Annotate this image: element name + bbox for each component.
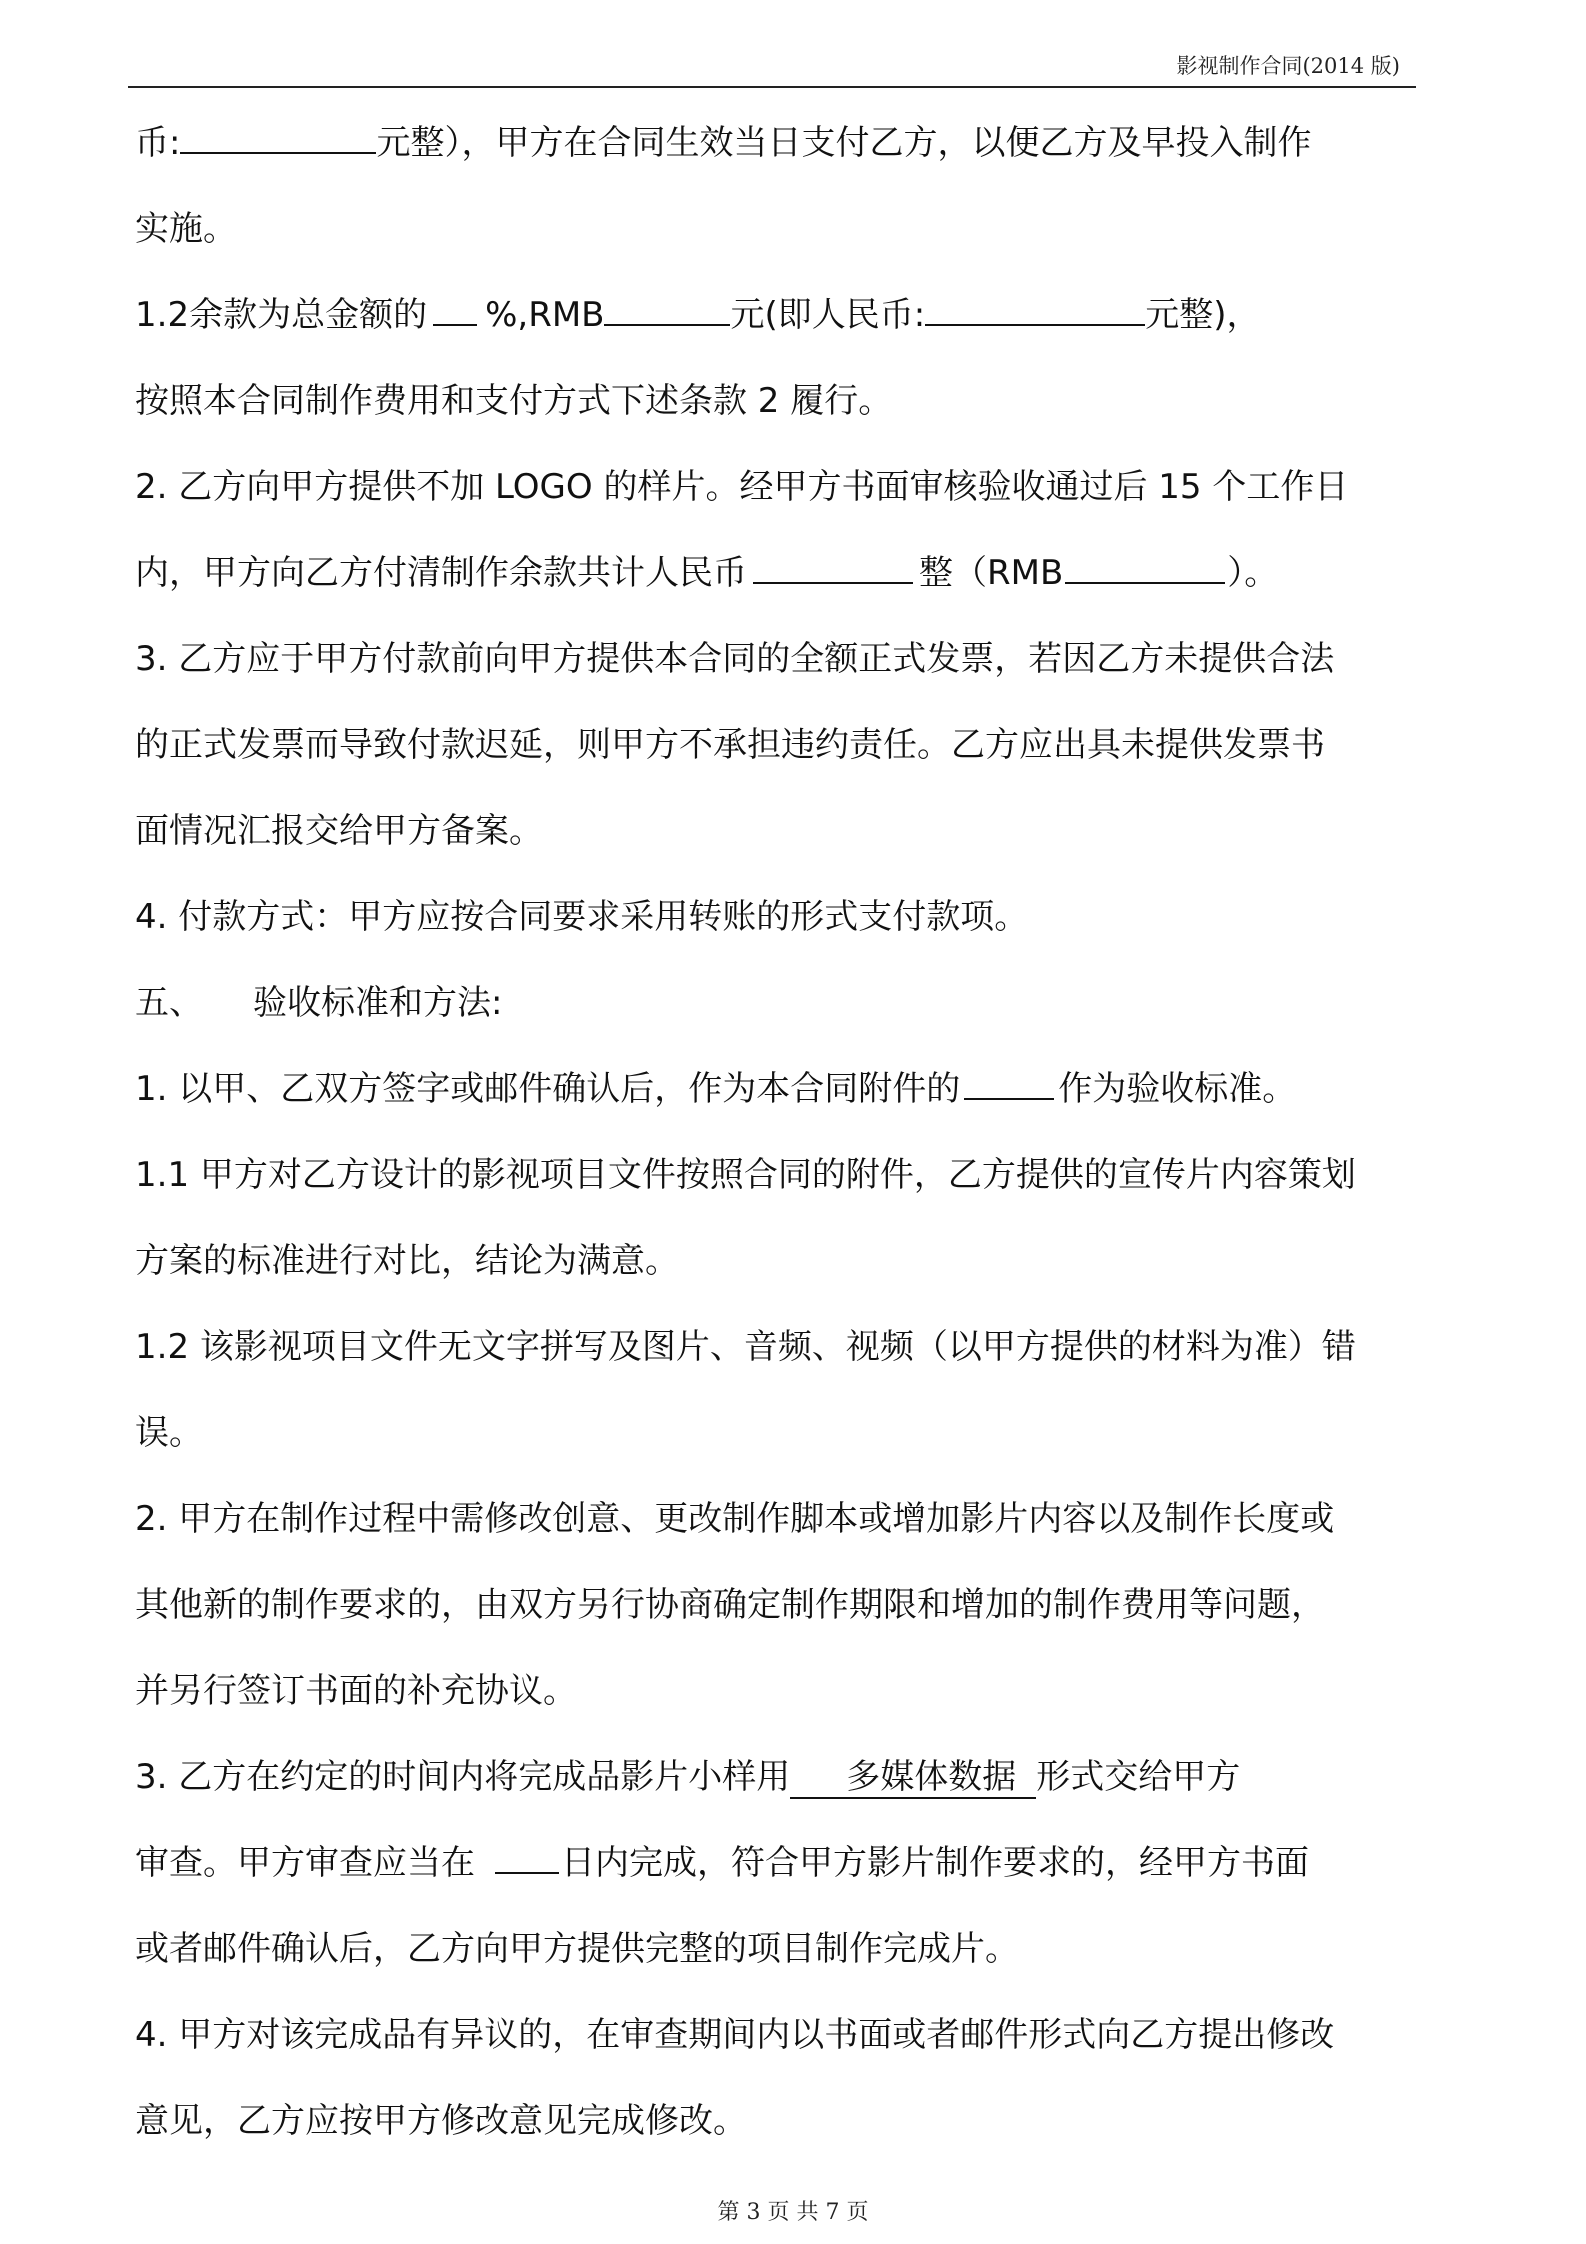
blank-line bbox=[753, 548, 913, 584]
page-footer: 第 3 页 共 7 页 bbox=[717, 2200, 869, 2225]
text: 审查。甲方审查应当在 bbox=[135, 1843, 475, 1883]
line-6 bbox=[135, 530, 1465, 616]
line-2: 实施。 bbox=[135, 209, 237, 249]
header-rule bbox=[128, 86, 1416, 88]
blank-line bbox=[1065, 548, 1225, 584]
line-22: 或者邮件确认后，乙方向甲方提供完整的项目制作完成片。 bbox=[135, 1929, 1019, 1969]
text: 内，甲方向乙方付清制作余款共计人民币 bbox=[135, 553, 747, 593]
line-18: 其他新的制作要求的，由双方另行协商确定制作期限和增加的制作费用等问题， bbox=[135, 1585, 1325, 1625]
line-14: 方案的标准进行对比，结论为满意。 bbox=[135, 1241, 679, 1281]
line-4: 按照本合同制作费用和支付方式下述条款 2 履行。 bbox=[135, 381, 893, 421]
line-19: 并另行签订书面的补充协议。 bbox=[135, 1671, 577, 1711]
text: 元整)， bbox=[1145, 295, 1261, 335]
text: 整（RMB bbox=[919, 553, 1064, 593]
running-header: 影视制作合同(2014 版) bbox=[1176, 54, 1400, 78]
line-15: 1.2 该影视项目文件无文字拼写及图片、音频、视频（以甲方提供的材料为准）错 bbox=[135, 1327, 1356, 1367]
line-10: 4. 付款方式：甲方应按合同要求采用转账的形式支付款项。 bbox=[135, 897, 1029, 937]
text: 元整），甲方在合同生效当日支付乙方，以便乙方及早投入制作 bbox=[376, 123, 1312, 163]
blank-line bbox=[925, 290, 1145, 326]
text: %,RMB bbox=[485, 295, 605, 335]
text: 形式交给甲方 bbox=[1036, 1757, 1241, 1797]
filled-blank: 多媒体数据 bbox=[790, 1757, 1036, 1799]
blank-line bbox=[495, 1838, 559, 1874]
line-7: 3. 乙方应于甲方付款前向甲方提供本合同的全额正式发票，若因乙方未提供合法 bbox=[135, 639, 1335, 679]
section-five-heading bbox=[135, 960, 1465, 1046]
text: 日内完成，符合甲方影片制作要求的，经甲方书面 bbox=[561, 1843, 1309, 1883]
line-17: 2. 甲方在制作过程中需修改创意、更改制作脚本或增加影片内容以及制作长度或 bbox=[135, 1499, 1335, 1539]
blank-line bbox=[604, 290, 730, 326]
line-3 bbox=[135, 272, 1465, 358]
section-title: 验收标准和方法: bbox=[253, 983, 503, 1023]
text: ）。 bbox=[1227, 553, 1279, 593]
line-16: 误。 bbox=[135, 1413, 203, 1453]
text: 元(即人民币: bbox=[730, 295, 926, 335]
text: 币: bbox=[135, 123, 181, 163]
line-24: 意见，乙方应按甲方修改意见完成修改。 bbox=[135, 2101, 747, 2141]
line-12 bbox=[135, 1046, 1465, 1132]
text: 1.2余款为总金额的 bbox=[135, 295, 428, 335]
text: 3. 乙方在约定的时间内将完成品影片小样用 bbox=[135, 1757, 791, 1797]
blank-line bbox=[964, 1064, 1054, 1100]
blank-line bbox=[433, 290, 477, 326]
text: 作为验收标准。 bbox=[1058, 1069, 1297, 1109]
line-8: 的正式发票而导致付款迟延，则甲方不承担违约责任。乙方应出具未提供发票书 bbox=[135, 725, 1325, 765]
line-9: 面情况汇报交给甲方备案。 bbox=[135, 811, 543, 851]
line-21 bbox=[135, 1820, 1465, 1906]
line-23: 4. 甲方对该完成品有异议的，在审查期间内以书面或者邮件形式向乙方提出修改 bbox=[135, 2015, 1335, 2055]
line-1 bbox=[135, 100, 1465, 186]
text: 1. 以甲、乙双方签字或邮件确认后，作为本合同附件的 bbox=[135, 1069, 961, 1109]
section-number: 五、 bbox=[135, 983, 203, 1023]
document-body bbox=[135, 100, 1465, 2164]
line-20 bbox=[135, 1734, 1465, 1820]
blank-line bbox=[180, 118, 376, 154]
line-5: 2. 乙方向甲方提供不加 LOGO 的样片。经甲方书面审核验收通过后 15 个工作日 bbox=[135, 467, 1349, 507]
line-13: 1.1 甲方对乙方设计的影视项目文件按照合同的附件，乙方提供的宣传片内容策划 bbox=[135, 1155, 1356, 1195]
